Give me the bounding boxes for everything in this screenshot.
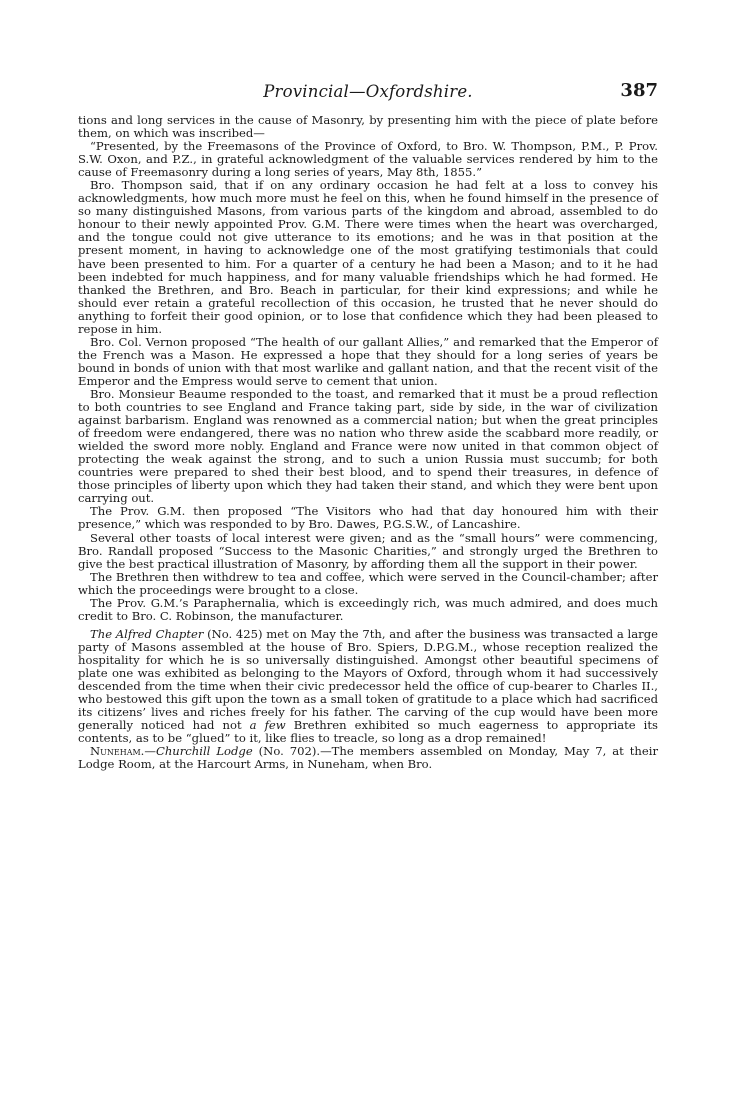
paragraph-alfred-chapter bbox=[78, 628, 658, 745]
nuneham-body: (No. 702).—The members assembled on Monday, May 7, at their Lodge Room, at the Harcourt Arms, in Nuneham, when Bro. bbox=[78, 744, 658, 772]
paragraph-thompson-reply: Bro. Thompson said, that if on any ordinary occasion he had felt at a loss to convey his acknowledgments, how much more must he feel on this, when he found himself in the presence of so many distinguished Masons, from various parts of the kingdom and abroad, assembled to do honour to their newly appointed Prov. G.M. There were times when the heart was overcharged, and the tongue could not give utterance to its emotions; and he was in that position at the present moment, in having to acknowledge one of the most gratifying testimonials that could have been presented to him. For a quarter of a century he had been a Mason; and to it he had been indebted for much happiness, and for many valuable friendships which he had formed. He thanked the Brethren, and Bro. Beach in particular, for their kind expressions; and while he should ever retain a grateful recollection of this occasion, he trusted that he never should do anything to forfeit their good opinion, or to lose that confidence which they had been pleased to repose in him. bbox=[78, 178, 658, 336]
paragraph-paraphernalia: The Prov. G.M.’s Paraphernalia, which is exceedingly rich, was much admired, and does much credit to Bro. C. Robinson, the manufacturer. bbox=[78, 595, 658, 623]
paragraph-continuation: tions and long services in the cause of Masonry, by presenting him with the piece of plate before them, on which was inscribed— bbox=[78, 113, 658, 141]
nuneham-dash: — bbox=[144, 744, 156, 759]
nuneham-place: Nuneham. bbox=[90, 744, 145, 759]
nuneham-lodge-name: Churchill Lodge bbox=[155, 744, 253, 759]
page bbox=[78, 80, 658, 771]
running-head: Provincial—Oxfordshire. bbox=[263, 82, 473, 101]
paragraph-visitors-toast: The Prov. G.M. then proposed “The Visitors who had that day honoured him with their presence,” which was responded to by Bro. Dawes, P.G.S.W., of Lancashire. bbox=[78, 504, 658, 532]
alfred-chapter-title: The Alfred Chapter bbox=[90, 626, 204, 641]
paragraph-beaume-response: Bro. Monsieur Beaume responded to the toast, and remarked that it must be a proud reflection to both countries to see England and France taking part, side by side, in the war of civilization against barbarism. England was renowned as a commercial nation; but when the great principles of freedom were endangered, there was no nation who threw aside the scabbard more readily, or wielded the sword more nobly. England and France were now united in that common object of protecting the weak against the strong, and to such a union Russia must succumb; for both countries were prepared to shed their best blood, and to spend their treasures, in defence of those principles of liberty upon which they had taken their stand, and which they were bent upon carrying out. bbox=[78, 386, 658, 506]
paragraph-nuneham bbox=[78, 745, 658, 771]
paragraph-inscription: “Presented, by the Freemasons of the Province of Oxford, to Bro. W. Thompson, P.M., P. Prov. S.W. Oxon, and P.Z., in grateful acknowledgment of the valuable services rendered by him to the cause of Freemasonry during a long series of years, May 8th, 1855.” bbox=[78, 139, 658, 180]
paragraph-tea-coffee: The Brethren then withdrew to tea and coffee, which were served in the Council-chamber; after which the proceedings were brought to a close. bbox=[78, 569, 658, 597]
paragraph-vernon-toast: Bro. Col. Vernon proposed “The health of our gallant Allies,” and remarked that the Emperor of the French was a Mason. He expressed a hope that they should for a long series of years be bound in bonds of union with that most warlike and gallant nation, and that the recent visit of the Emperor and the Empress would serve to cement that union. bbox=[78, 334, 658, 388]
page-header bbox=[78, 80, 658, 108]
page-number: 387 bbox=[620, 80, 658, 101]
paragraph-charities-toast: Several other toasts of local interest were given; and as the “small hours” were commencing, Bro. Randall proposed “Success to the Masonic Charities,” and strongly urged the Brethren to give the best practical illustration of Masonry, by affording them all the support in their power. bbox=[78, 530, 658, 571]
alfred-chapter-body: (No. 425) met on May the 7th, and after the business was transacted a large party of Masons assembled at the house of Bro. Spiers, D.P.G.M., whose reception realized the hospitality for which he is so universally distinguished. Amongst other beautiful specimens of plate one was exhibited as belonging to the Mayors of Oxford, through whom it had successively descended from the time when their civic predecessor held the office of cup-bearer to Charles II., who bestowed this gift upon the town as a small token of gratitude to a place which had sacrificed its citizens’ lives and riches freely for his father. The carving of the cup would have been more generally noticed had not bbox=[78, 626, 658, 733]
alfred-chapter-tail: Brethren exhibited so much eagerness to appropriate its contents, as to be “glued” to it, like flies to treacle, so long as a drop remained! bbox=[78, 718, 658, 746]
alfred-chapter-emphasis: a few bbox=[249, 718, 286, 733]
